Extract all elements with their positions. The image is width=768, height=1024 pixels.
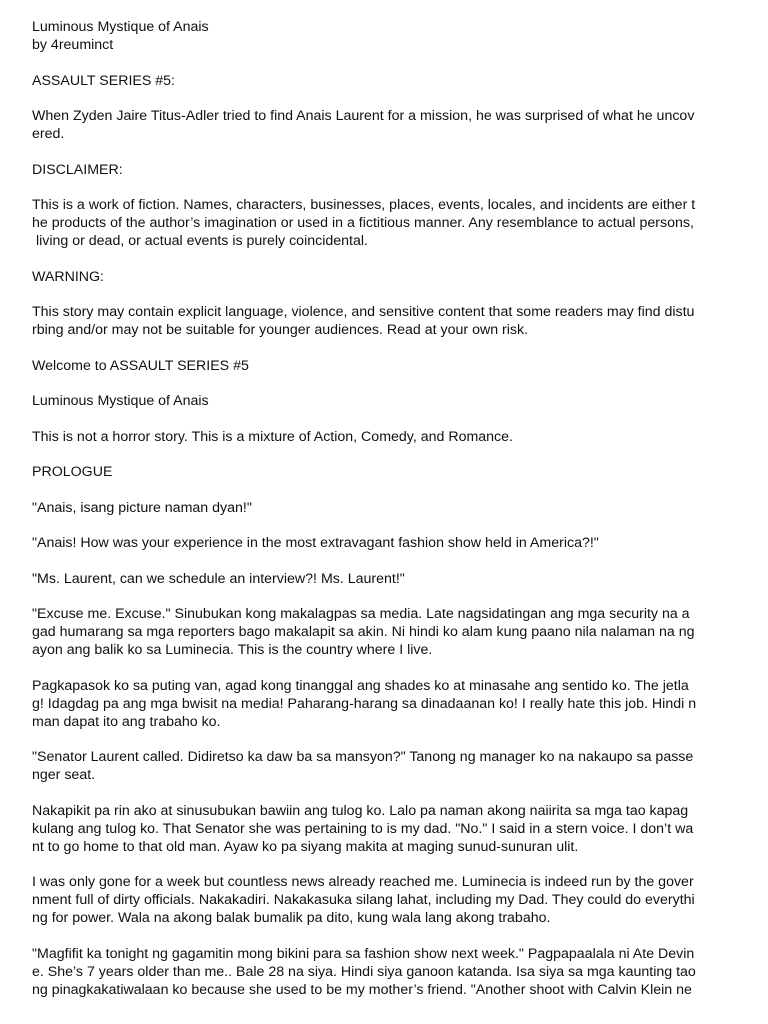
text-line: This story may contain explicit language, violence, and sensitive content that some readers may find distu [32,304,695,320]
text-line: nt to go home to that old man. Ayaw ko pa siyang makita at maging sunud-sunuran ulit. [32,838,579,855]
paragraph [32,605,738,659]
text-line: When Zyden Jaire Titus-Adler tried to find Anais Laurent for a mission, he was surprised of what he uncov [32,108,695,124]
text-line: DISCLAIMER: [32,161,123,178]
paragraph [32,802,738,856]
text-line: "Ms. Laurent, can we schedule an interview?! Ms. Laurent!" [32,570,405,587]
text-line: ayon ang balik ko sa Luminecia. This is the country where I live. [32,642,433,658]
text-line: ng pinagkakatiwalaan ko because she used to be my mother’s friend. "Another shoot with Calvin Klein ne [32,981,692,998]
text-line: g! Idagdag pa ang mga bwisit na media! Paharang-harang sa dinadaanan ko! I really hate this job. Hindi n [32,695,697,712]
text-line: by 4reuminct [32,37,114,53]
paragraph [32,107,738,143]
text-line: Luminous Mystique of Anais [32,393,209,409]
text-line: Pagkapasok ko sa puting van, agad kong tinanggal ang shades ko at minasahe ang sentido ko. The jetla [32,677,689,694]
text-line: "Anais, isang picture naman dyan!" [32,499,252,516]
text-line: Welcome to ASSAULT SERIES #5 [32,357,249,374]
text-line: e. She’s 7 years older than me.. Bale 28 na siya. Hindi siya ganoon katanda. Isa siya sa mga kaunting tao [32,963,696,980]
paragraph [32,392,738,410]
text-line: man dapat ito ang trabaho ko. [32,713,221,730]
text-line: "Magfifit ka tonight ng gagamitin mong bikini para sa fashion show next week." Pagpapaalala ni Ate Devin [32,945,695,962]
text-line: ered. [32,126,65,142]
paragraph [32,18,738,54]
text-line: rbing and/or may not be suitable for younger audiences. Read at your own risk. [32,322,529,338]
paragraph [32,570,738,588]
text-line: he products of the author’s imagination or used in a fictitious manner. Any resemblance to actual persons, [32,215,694,231]
text-line: This is a work of fiction. Names, characters, businesses, places, events, locales, and incidents are either t [32,197,696,213]
text-line: gad humarang sa mga reporters bago makalapit sa akin. Ni hindi ko alam kung paano nila nalaman na ng [32,624,695,640]
text-line: WARNING: [32,268,104,285]
text-line: This is not a horror story. This is a mixture of Action, Comedy, and Romance. [32,428,513,445]
paragraph [32,945,738,999]
text-line: "Anais! How was your experience in the most extravagant fashion show held in America?!" [32,535,599,551]
paragraph [32,196,738,250]
text-line: ng for power. Wala na akong balak bumalik pa dito, kung wala lang akong trabaho. [32,910,551,926]
text-line: nment full of dirty officials. Nakakadiri. Nakakasuka silang lahat, including my Dad. They could do everythi [32,892,695,908]
paragraph [32,534,738,552]
text-line: kulang ang tulog ko. That Senator she was pertaining to is my dad. "No." I said in a stern voice. I don’t wa [32,820,694,837]
paragraph [32,463,738,481]
paragraph [32,499,738,517]
paragraph [32,303,738,339]
text-line: Luminous Mystique of Anais [32,19,209,35]
text-line: Nakapikit pa rin ako at sinusubukan bawiin ang tulog ko. Lalo pa naman akong naiirita sa mga tao kapag [32,802,689,819]
paragraph [32,357,738,375]
text-line: I was only gone for a week but countless news already reached me. Luminecia is indeed run by the gover [32,874,694,890]
text-line: ASSAULT SERIES #5: [32,72,175,89]
paragraph [32,748,738,784]
paragraph [32,428,738,446]
text-line: "Excuse me. Excuse." Sinubukan kong makalagpas sa media. Late nagsidatingan ang mga security na a [32,606,690,622]
paragraph [32,72,738,90]
text-line: PROLOGUE [32,464,113,480]
text-line: "Senator Laurent called. Didiretso ka daw ba sa mansyon?" Tanong ng manager ko na nakaupo sa passe [32,749,694,765]
paragraph [32,873,738,927]
document-page [32,18,738,1016]
text-line: nger seat. [32,767,96,783]
paragraph [32,161,738,179]
paragraph [32,268,738,286]
text-line: living or dead, or actual events is purely coincidental. [32,233,368,249]
paragraph [32,677,738,731]
